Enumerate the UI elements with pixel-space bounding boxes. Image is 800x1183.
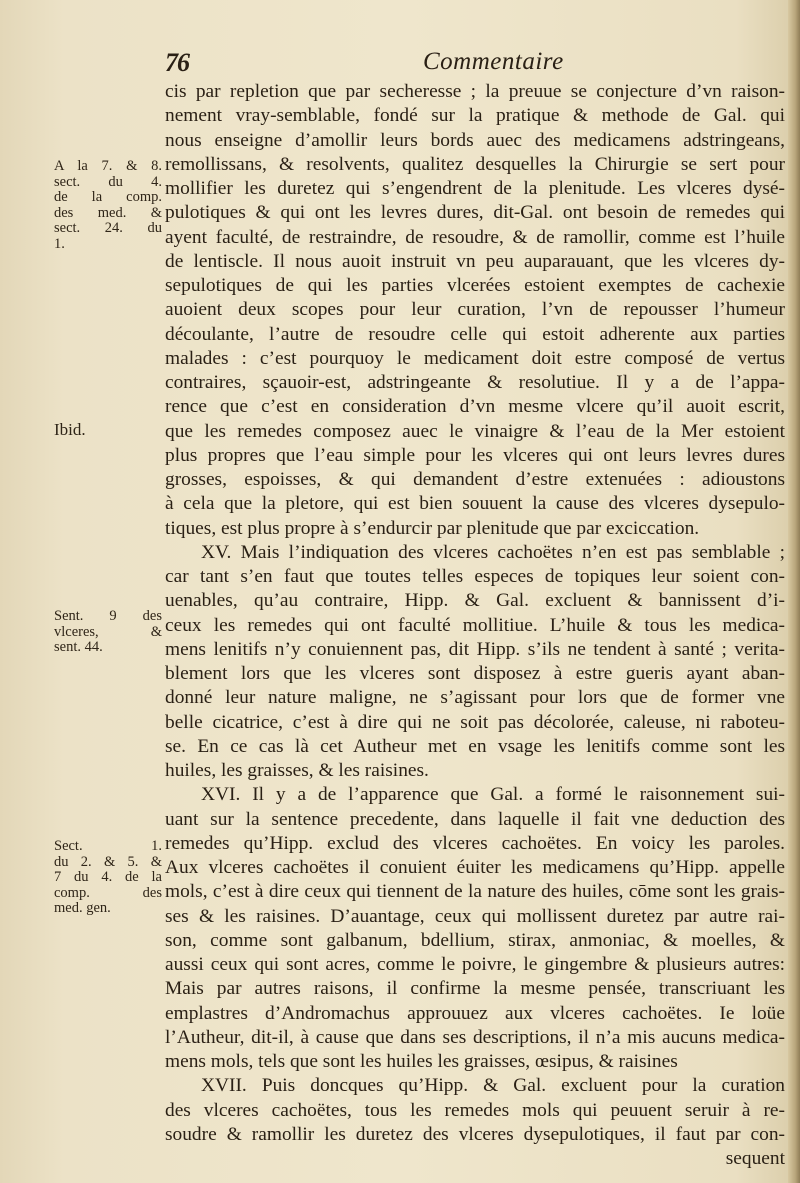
text-line: l’Autheur, dit-il, à cause que dans ses descriptions, il n’a mis aucuns medica- [165,1026,785,1048]
margin-note-line: de la comp. [54,189,162,205]
text-line: mols, c’est à dire ceux qui tiennent de la nature des huiles, cōme sont les grais- [165,881,785,903]
margin-note-line: med. gen. [54,900,111,916]
text-line: découlante, l’autre de resoudre celle qui estoit adherente aux parties [165,323,785,345]
margin-note-line: Ibid. [54,420,86,439]
margin-note-line: du 2. & 5. & [54,853,162,870]
text-line: de lentiscle. Il nous auoit instruit vn peu auparauant, que les vlceres dy- [165,250,785,272]
text-line: sepulotiques de qui les parties vlcerées estoient exemptes de cachexie [165,275,785,296]
text-line: uant sur la sentence precedente, dans laquelle il fait vne deduction des [165,808,785,830]
text-line: nement vray-semblable, fondé sur la pratique & methode de Gal. qui [165,105,785,127]
text-line: mollifier les duretez qui s’engendrent de la plenitude. Les vlceres dysé- [165,178,785,199]
main-text-column [165,80,785,1171]
page-header [165,48,785,80]
text-line: grosses, espoisses, & qui demandent d’estre extenuées : adioustons [165,469,785,490]
margin-note-line: sect. du 4. [54,173,162,190]
text-line: auoient deux scopes pour leur curation, l’vn de repousser l’humeur [165,299,785,321]
text-line: XVII. Puis doncques qu’Hipp. & Gal. excluent pour la curation [201,1075,785,1097]
text-line: XVI. Il y a de l’apparence que Gal. a formé le raisonnement sui- [201,784,785,806]
text-line: tiques, est plus propre à s’endurcir par plenitude que par exciccation. [165,517,700,539]
text-line: contraires, sçauoir-est, adstringeante & resolutiue. Il y a de l’appa- [165,372,785,393]
text-line: Aux vlceres cachoëtes il conuient éuiter les medicamens qu’Hipp. appelle [165,857,785,878]
text-line: belle cicatrice, c’est à dire qui ne soit pas décolorée, caleuse, ni raboteu- [165,711,785,733]
text-line: donné leur nature maligne, ne s’agissant pour lors que de former vne [165,687,785,709]
text-line: à cela que la pletore, qui est bien souuent la cause des vlceres dysepulo- [165,493,785,515]
margin-note-line: sent. 44. [54,639,103,655]
margin-note-line: Sect. 1. [54,838,162,854]
text-line: emplastres d’Andromachus approuuez aux vlceres cachoëtes. Ie loüe [165,1002,785,1024]
text-line: huiles, les graisses, & les raisines. [165,760,429,781]
text-line: remollissans, & resolvents, qualitez desquelles la Chirurgie se sert pour [165,153,785,175]
margin-note-line: sect. 24. du [54,220,162,236]
text-line: ceux les remedes qui ont faculté mollitiue. L’huile & tous les medica- [165,614,785,636]
text-line: car tant s’en faut que toutes telles especes de topiques leur soient con- [165,566,785,587]
margin-note-4 [54,839,162,917]
margin-note-line: vlceres, & [54,623,162,640]
page-edge [788,0,800,1183]
text-line: blement lors que les vlceres sont disposez à estre gueris ayant aban- [165,663,785,684]
text-line: XV. Mais l’indiquation des vlceres cachoëtes n’en est pas semblable ; [201,541,785,563]
margin-note-line: 7 du 4. de la [54,869,162,885]
text-line: soudre & ramollir les duretez des vlceres dysepulotiques, il faut par con- [165,1123,785,1145]
text-line: remedes qu’Hipp. exclud des vlceres cachoëtes. En voicy les paroles. [165,832,785,854]
text-line: nous enseigne d’amollir leurs bords auec des medicamens adstringeans, [165,129,785,151]
margin-note-1 [54,159,162,252]
text-line: sequent [725,1148,785,1169]
margin-note-line: 1. [54,235,65,252]
text-line: malades : c’est pourquoy le medicament doit estre composé de vertus [165,347,785,369]
text-line: cis par repletion que par secheresse ; la preuue se conjecture d’vn raison- [165,81,785,102]
text-line: mens lenitifs n’y conuiennent pas, dit Hipp. s’ils ne tendent à santé ; verita- [165,638,785,660]
text-line: rence que c’est en consideration d’vn mesme vlcere qu’il auoit escrit, [165,396,785,418]
margin-note-3 [54,609,162,656]
margin-note-line: Sent. 9 des [54,608,162,624]
margin-note-line: comp. des [54,884,162,901]
text-line: que les remedes composez auec le vinaigre & l’eau de la Mer estoient [165,420,785,442]
margin-note-line: A la 7. & 8. [54,158,162,174]
text-line: uenables, qu’au contraire, Hipp. & Gal. excluent & bannissent d’i- [165,590,785,612]
text-line: se. En ce cas là cet Autheur met en vsage les lenitifs comme sont les [165,735,785,757]
margin-note-2 [54,422,162,438]
text-line: son, comme sont galbanum, bdellium, stirax, anmoniac, & moelles, & [165,929,785,951]
text-line: Mais par autres raisons, il confirme la mesme pensée, transcriuant les [165,978,785,1000]
running-title: Commentaire [423,48,564,75]
text-line: ayent faculté, de restraindre, de resoudre, & de ramollir, comme est l’huile [165,226,785,248]
text-line: plus propres que l’eau simple pour les vlceres qui ont leurs levres dures [165,444,785,466]
text-line: aussi ceux qui sont acres, comme le poivre, le gingembre & plusieurs autres: [165,954,785,975]
text-line: mens mols, tels que sont les huiles les graisses, œsipus, & raisines [165,1051,678,1072]
text-line: des vlceres cachoëtes, tous les remedes mols qui peuuent seruir à re- [165,1099,785,1121]
text-line: pulotiques & qui ont les levres dures, dit-Gal. ont besoin de remedes qui [165,202,785,224]
text-line: ses & les raisines. D’auantage, ceux qui mollissent duretez par autre rai- [165,905,785,927]
margin-note-line: des med. & [54,204,162,221]
page-number: 76 [165,48,189,77]
